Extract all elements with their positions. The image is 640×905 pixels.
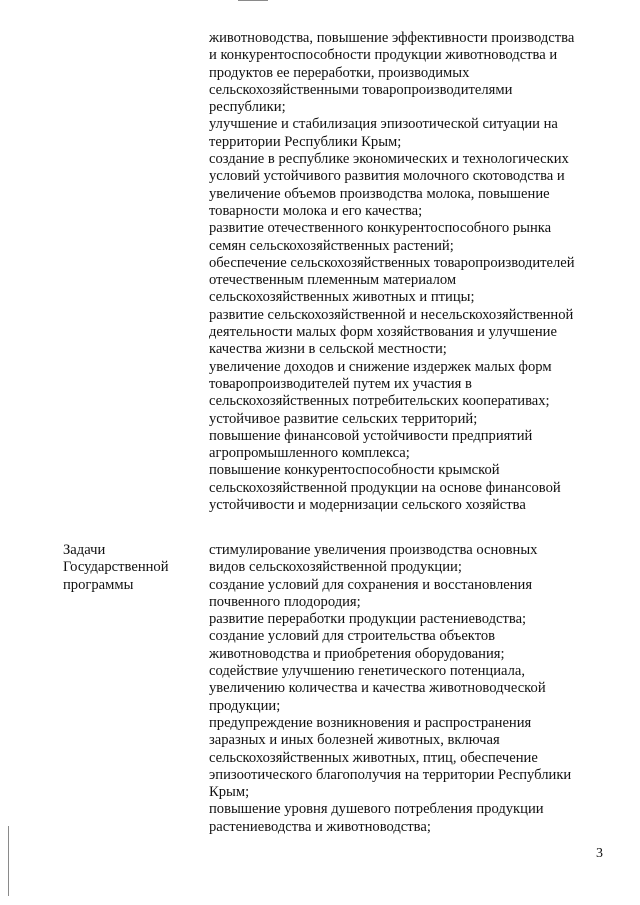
tasks-text-line: развитие переработки продукции растениеводства; bbox=[209, 611, 527, 628]
goals-text-line: условий устойчивого развития молочного скотоводства и bbox=[209, 168, 565, 185]
goals-text-line: территории Республики Крым; bbox=[209, 133, 402, 150]
tasks-label-line: Задачи bbox=[63, 542, 106, 558]
tasks-text-line: животноводства и приобретения оборудования; bbox=[209, 645, 505, 662]
goals-text-line: повышение финансовой устойчивости предприятий bbox=[209, 427, 533, 444]
goals-text-line: устойчивости и модернизации сельского хозяйства bbox=[209, 497, 526, 514]
tasks-text-line: эпизоотического благополучия на территории Республики bbox=[209, 766, 572, 783]
tasks-label-line: Государственной bbox=[63, 559, 169, 576]
goals-text-line: развитие сельскохозяйственной и несельскохозяйственной bbox=[209, 306, 574, 323]
goals-text-line: и конкурентоспособности продукции животноводства и bbox=[209, 47, 558, 64]
tasks-text-line: заразных и иных болезней животных, включая bbox=[209, 732, 500, 749]
tasks-text-line: стимулирование увеличения производства основных bbox=[209, 542, 538, 558]
goals-text-line: создание в республике экономических и технологических bbox=[209, 151, 569, 168]
goals-text-line: устойчивое развитие сельских территорий; bbox=[209, 410, 478, 427]
goals-text-line: развитие отечественного конкурентоспособного рынка bbox=[209, 220, 552, 237]
goals-text-line: сельскохозяйственной продукции на основе финансовой bbox=[209, 479, 561, 496]
tasks-text-line: Крым; bbox=[209, 784, 250, 801]
tasks-text-line: создание условий для сохранения и восстановления bbox=[209, 576, 533, 593]
tasks-text-line: повышение уровня душевого потребления продукции bbox=[209, 801, 544, 818]
tasks-text-line: растениеводства и животноводства; bbox=[209, 818, 431, 835]
goals-text-line: качества жизни в сельской местности; bbox=[209, 341, 447, 358]
page-number: 3 bbox=[596, 846, 603, 861]
tasks-text-line: продукции; bbox=[209, 697, 281, 714]
goals-text-line: обеспечение сельскохозяйственных товаропроизводителей bbox=[209, 254, 575, 271]
goals-text-line: семян сельскохозяйственных растений; bbox=[209, 237, 454, 254]
goals-text-line: деятельности малых форм хозяйствования и улучшение bbox=[209, 324, 557, 341]
tasks-text-line: содействие улучшению генетического потенциала, bbox=[209, 663, 526, 680]
goals-text-line: увеличение доходов и снижение издержек малых форм bbox=[209, 358, 552, 375]
tasks-text-line: увеличению количества и качества животноводческой bbox=[209, 680, 546, 697]
tasks-text-line: видов сельскохозяйственной продукции; bbox=[209, 559, 462, 576]
goals-continued-text bbox=[209, 30, 609, 514]
goals-text-line: товаропроизводителей путем их участия в bbox=[209, 375, 472, 392]
goals-text-line: повышение конкурентоспособности крымской bbox=[209, 462, 500, 479]
tasks-label bbox=[63, 542, 203, 594]
tasks-text-line: предупреждение возникновения и распространения bbox=[209, 714, 532, 731]
tasks-text-line: сельскохозяйственных животных, птиц, обеспечение bbox=[209, 749, 538, 766]
tasks-text-line: создание условий для строительства объектов bbox=[209, 628, 496, 645]
scan-line-top bbox=[238, 0, 268, 1]
goals-text-line: отечественным племенным материалом bbox=[209, 272, 457, 289]
tasks-text-line: почвенного плодородия; bbox=[209, 593, 361, 610]
goals-text-line: сельскохозяйственных животных и птицы; bbox=[209, 289, 475, 306]
goals-text-line: сельскохозяйственных потребительских кооперативах; bbox=[209, 393, 550, 410]
goals-text-line: сельскохозяйственными товаропроизводителями bbox=[209, 81, 513, 98]
goals-text-line: увеличение объемов производства молока, повышение bbox=[209, 185, 550, 202]
tasks-label-line: программы bbox=[63, 576, 134, 593]
goals-text-line: агропромышленного комплекса; bbox=[209, 445, 410, 462]
goals-text-line: товарности молока и его качества; bbox=[209, 202, 423, 219]
goals-text-line: животноводства, повышение эффективности производства bbox=[209, 30, 575, 46]
tasks-text bbox=[209, 542, 609, 836]
goals-text-line: улучшение и стабилизация эпизоотической ситуации на bbox=[209, 116, 558, 133]
goals-text-line: республики; bbox=[209, 99, 286, 116]
scan-line-left bbox=[8, 826, 9, 896]
goals-text-line: продуктов ее переработки, производимых bbox=[209, 64, 470, 81]
